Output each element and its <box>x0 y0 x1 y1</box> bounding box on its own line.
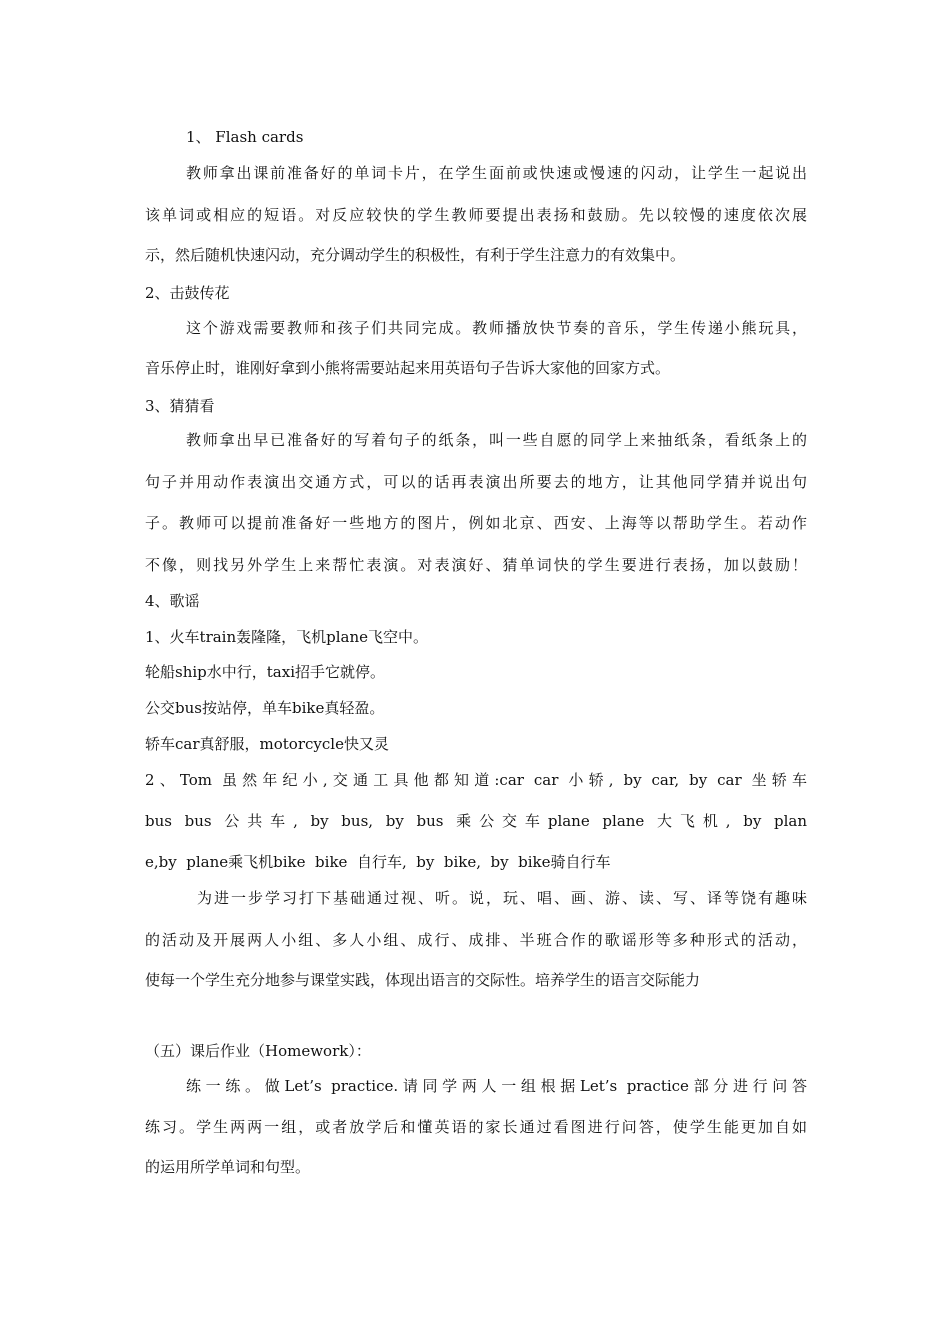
paragraph-line: 这个游戏需要教师和孩子们共同完成。教师播放快节奏的音乐，学生传递小熊玩具， <box>186 319 807 337</box>
paragraph-line: 的活动及开展两人小组、多人小组、成行、成排、半班合作的歌谣形等多种形式的活动， <box>145 931 807 949</box>
paragraph-line: 教师拿出课前准备好的单词卡片，在学生面前或快速或慢速的闪动，让学生一起说出 <box>186 164 807 182</box>
paragraph-line: 的运用所学单词和句型。 <box>145 1158 311 1176</box>
paragraph-line: 教师拿出早已准备好的写着句子的纸条，叫一些自愿的同学上来抽纸条，看纸条上的 <box>186 431 807 449</box>
song-line: e,by plane乘飞机bike bike 自行车, by bike, by bike骑自行车 <box>145 853 611 871</box>
song-line: 1、火车train轰隆隆，飞机plane飞空中。 <box>145 628 429 646</box>
paragraph-line: 使每一个学生充分地参与课堂实践，体现出语言的交际性。培养学生的语言交际能力 <box>145 971 701 989</box>
heading-songs: 4、歌谣 <box>145 592 200 610</box>
paragraph-line: 为进一步学习打下基础通过视、听。说，玩、唱、画、游、读、写、译等饶有趣味 <box>197 889 807 907</box>
paragraph-line: 该单词或相应的短语。对反应较快的学生教师要提出表扬和鼓励。先以较慢的速度依次展 <box>145 206 807 224</box>
paragraph-line: 练习。学生两两一组，或者放学后和懂英语的家长通过看图进行问答，使学生能更加自如 <box>145 1118 807 1136</box>
paragraph-line: 练一练。做Let’s practice.请同学两人一组根据Let’s practice部分进行问答 <box>186 1077 807 1095</box>
song-line: 轮船ship水中行，taxi招手它就停。 <box>145 663 385 681</box>
paragraph-line: 不像，则找另外学生上来帮忙表演。对表演好、猜单词快的学生要进行表扬，加以鼓励！ <box>145 556 807 574</box>
song-line: 公交bus按站停，单车bike真轻盈。 <box>145 699 385 717</box>
song-line: 2、Tom 虽然年纪小,交通工具他都知道:car car 小轿, by car, by car 坐轿车 <box>145 771 807 789</box>
paragraph-line: 子。教师可以提前准备好一些地方的图片，例如北京、西安、上海等以帮助学生。若动作 <box>145 514 807 532</box>
paragraph-line: 句子并用动作表演出交通方式，可以的话再表演出所要去的地方，让其他同学猜并说出句 <box>145 473 807 491</box>
paragraph-line: 示，然后随机快速闪动，充分调动学生的积极性，有利于学生注意力的有效集中。 <box>145 246 686 264</box>
heading-guess-game: 3、猜猜看 <box>145 397 215 415</box>
song-line: bus bus 公共车, by bus, by bus 乘公交车plane plane 大飞机, by plan <box>145 812 807 830</box>
song-line: 轿车car真舒服，motorcycle快又灵 <box>145 735 389 753</box>
heading-flash-cards: 1、 Flash cards <box>186 128 304 146</box>
heading-drum-game: 2、击鼓传花 <box>145 284 230 302</box>
heading-homework: （五）课后作业（Homework）： <box>145 1042 371 1060</box>
paragraph-line: 音乐停止时，谁刚好拿到小熊将需要站起来用英语句子告诉大家他的回家方式。 <box>145 359 671 377</box>
